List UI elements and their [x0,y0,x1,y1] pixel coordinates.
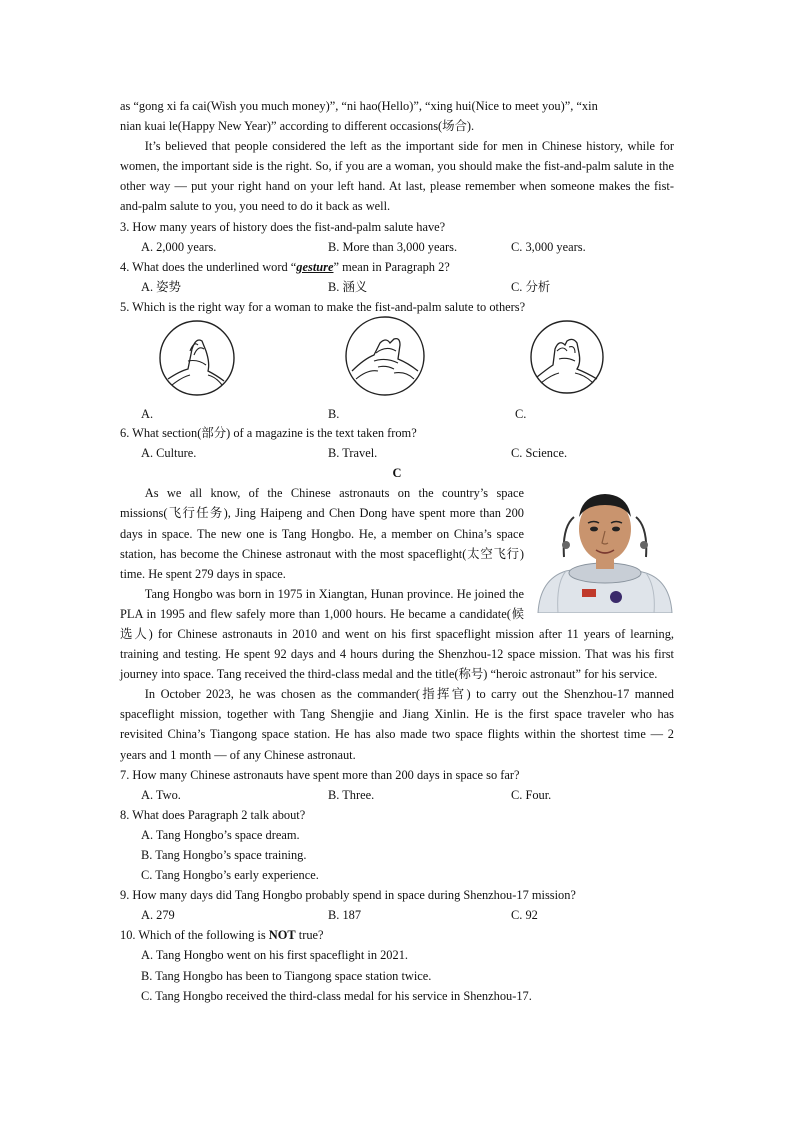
q6-option-c: C. Science. [511,446,568,461]
salute-picture-a-icon [158,319,236,397]
q3-option-b: B. More than 3,000 years. [328,239,458,254]
q6-option-a: A. Culture. [141,446,197,461]
question-8-stem: 8. What does Paragraph 2 talk about? [120,807,306,822]
q3-option-c: C. 3,000 years. [511,239,586,254]
q10-stem-pre: 10. Which of the following is [120,928,269,943]
question-4-options [120,277,674,297]
q8-option-b: B. Tang Hongbo’s space training. [141,848,307,862]
question-6-stem: 6. What section(部分) of a magazine is the text taken from? [120,426,417,441]
q4-underlined-word: gesture [296,259,334,274]
q9-option-a: A. 279 [141,908,175,923]
q4-option-a: A. 姿势 [141,279,181,294]
q5-option-a [141,317,328,423]
passage-b-continuation [120,96,674,136]
astronaut-portrait [536,487,674,613]
q4-option-c: C. 分析 [511,279,551,294]
question-10-stem [120,925,674,945]
q9-option-c: C. 92 [511,908,538,923]
q10-stem-bold: NOT [268,928,296,943]
continuation-line-2: nian kuai le(Happy New Year)” according to different occasions(场合). [120,119,475,134]
q5-option-c [515,317,655,423]
salute-picture-b-icon [344,315,426,397]
question-7-stem: 7. How many Chinese astronauts have spent more than 200 days in space so far? [120,767,520,782]
q4-stem-post: ” mean in Paragraph 2? [333,259,450,274]
section-c-heading: C [392,466,402,481]
q7-option-c: C. Four. [511,787,552,802]
exam-page [120,96,674,1006]
q6-option-b: B. Travel. [328,446,378,461]
q8-option-c: C. Tang Hongbo’s early experience. [141,868,319,883]
q5-option-c-label: C. [515,406,527,421]
question-3-options [120,237,674,257]
question-4-stem [120,257,674,277]
q4-stem-pre: 4. What does the underlined word “ [120,259,297,274]
q7-option-b: B. Three. [328,787,375,802]
question-6-options [120,443,674,463]
q10-option-c: C. Tang Hongbo received the third-class medal for his service in Shenzhou-17. [141,988,532,1003]
passage-b-last-paragraph: It’s believed that people considered the left as the important side for men in Chinese history, while for women, the important side is the right. So, if you are a woman, you should make the fist-and-palm salute in the other way — put your right hand on your left hand. At last, please remember when someone makes the fist-and-palm salute to you, you need to do it back as well. [120,139,674,214]
question-9-options [120,905,674,925]
q7-option-a: A. Two. [141,787,181,802]
q4-option-b: B. 涵义 [328,279,368,294]
q9-option-b: B. 187 [328,908,362,923]
q10-option-b: B. Tang Hongbo has been to Tiangong space station twice. [141,968,432,983]
q3-option-a: A. 2,000 years. [141,239,217,254]
q10-option-a: A. Tang Hongbo went on his first spaceflight in 2021. [141,948,408,963]
question-5-stem: 5. Which is the right way for a woman to make the fist-and-palm salute to others? [120,299,526,314]
q10-stem-post: true? [295,928,324,943]
q8-option-a: A. Tang Hongbo’s space dream. [141,827,300,842]
section-c-paragraph-1: As we all know, of the Chinese astronauts on the country’s space missions(飞行任务), Jing Haipeng and Chen Dong have spent more than 200 days in space. The new one is Tang Hongbo. He, a member on China’s space station, has become the Chinese astronaut with the most spaceflight(太空飞行) time. He spent 279 days in space. [120,486,524,581]
section-c-paragraph-3: In October 2023, he was chosen as the commander(指挥官) to carry out the Shenzhou-17 manned spaceflight mission, together with Tang Shengjie and Jiang Xinlin. He is the first space traveler who has revisited China’s Tiangong space station. He has also made two space flights within the shortest time — 2 years and 1 month — of any Chinese astronaut. [120,687,674,762]
q5-option-b [328,317,515,423]
question-5-image-options [120,317,674,423]
question-7-options [120,785,674,805]
question-9-stem: 9. How many days did Tang Hongbo probably spend in space during Shenzhou-17 mission? [120,888,576,903]
continuation-line-1: as “gong xi fa cai(Wish you much money)”, “ni hao(Hello)”, “xing hui(Nice to meet you)”, “xin [120,99,598,113]
section-c-paragraph-2: Tang Hongbo was born in 1975 in Xiangtan, Hunan province. He joined the PLA in 1995 and flew safely more than 1,000 hours. He became a candidate(候选人) for Chinese astronauts in 2010 and went on his first spaceflight mission after 11 years of learning, training and testing. He spent 92 days and 4 hours during the Shenzhou-12 space mission. That was his first journey into space. Tang received the third-class medal and the title(称号) “heroic astronaut” for his service. [120,586,674,682]
salute-picture-c-icon [529,319,605,395]
q5-option-b-label: B. [328,406,340,421]
question-3-stem: 3. How many years of history does the fist-and-palm salute have? [120,219,446,234]
q5-option-a-label: A. [141,406,154,421]
